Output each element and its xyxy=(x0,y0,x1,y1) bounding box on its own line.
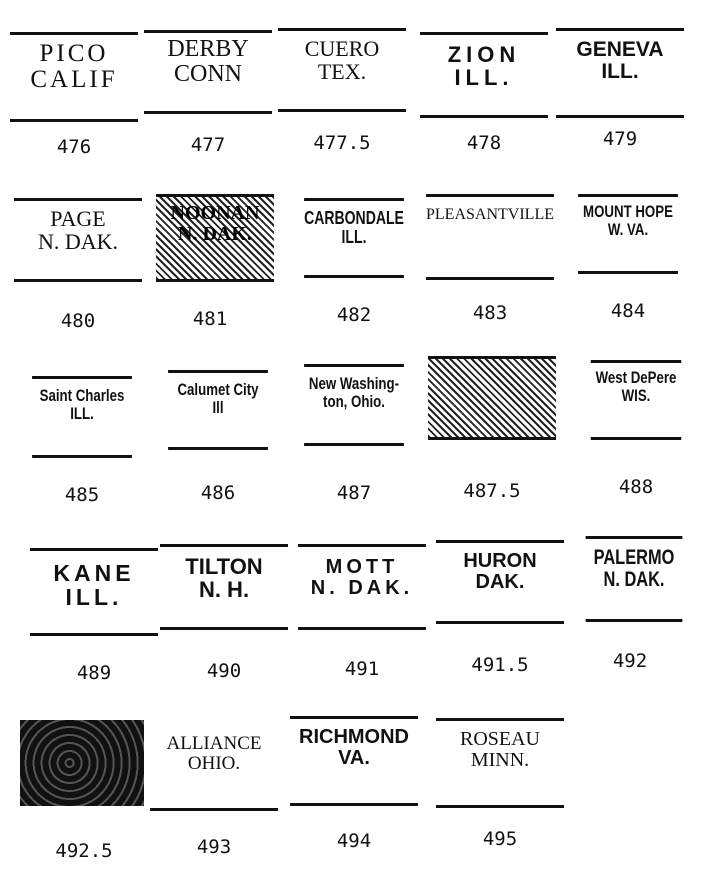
stamp-line-1: PICO xyxy=(39,41,109,67)
stamp-label xyxy=(304,198,404,278)
stamp-number: 487.5 xyxy=(463,480,521,502)
stamp-number: 483 xyxy=(472,302,508,324)
stamp-label xyxy=(150,724,278,811)
stamp-number: 478 xyxy=(466,132,502,154)
stamp-line-1: CUERO xyxy=(304,37,380,61)
stamp-line-2: N. H. xyxy=(198,578,250,602)
stamp-label xyxy=(436,540,564,624)
stamp-label xyxy=(168,370,268,450)
stamp-label xyxy=(298,544,426,630)
stamp-label xyxy=(428,356,556,440)
stamp-label xyxy=(290,716,418,806)
stamp-line-2: N. DAK. xyxy=(310,578,414,599)
stamp-number: 491 xyxy=(344,658,380,680)
stamp-label xyxy=(10,32,138,122)
stamp-label xyxy=(436,718,564,808)
stamp-line-2: ILL. xyxy=(454,66,514,90)
stamp-number: 492.5 xyxy=(55,840,113,862)
stamp-line-2: Ill xyxy=(212,398,224,417)
stamp-label xyxy=(586,536,683,622)
stamp-label xyxy=(420,32,548,118)
stamp-line-1: PALERMO xyxy=(593,547,675,569)
stamp-label xyxy=(160,544,288,630)
stamp-line-2: ILL. xyxy=(65,585,123,610)
stamp-label xyxy=(426,194,554,280)
stamp-number: 484 xyxy=(610,300,646,322)
stamp-label xyxy=(278,28,406,112)
stamp-line-2: OHIO. xyxy=(187,753,241,774)
stamp-number: 479 xyxy=(602,128,638,150)
stamp-line-1: DERBY xyxy=(167,37,249,62)
stamp-number: 490 xyxy=(206,660,242,682)
stamp-number: 491.5 xyxy=(471,654,529,676)
stamp-label xyxy=(144,30,272,114)
stamp-line-2: DAK. xyxy=(475,572,525,593)
stamp-label xyxy=(14,198,142,282)
stamp-line-2: CONN xyxy=(173,62,242,88)
stamp-line-2: VA. xyxy=(338,748,370,769)
stamp-number: 476 xyxy=(56,136,92,158)
stamp-line-2: W. VA. xyxy=(607,220,649,239)
stamp-line-2: N. DAK. xyxy=(37,230,119,254)
stamp-number: 477.5 xyxy=(313,132,371,154)
stamp-line-1: GENEVA xyxy=(576,39,664,61)
stamp-line-2: MINN. xyxy=(470,750,530,771)
stamp-number: 488 xyxy=(618,476,654,498)
stamp-number: 489 xyxy=(76,662,112,684)
stamp-line-2: ILL. xyxy=(341,227,367,247)
stamp-label xyxy=(591,360,681,440)
stamp-line-2: CALIF xyxy=(30,67,118,94)
stamp-line-1: PAGE xyxy=(50,207,106,231)
stamp-line-2: ton, Ohio. xyxy=(323,392,385,411)
stamp-number: 493 xyxy=(196,836,232,858)
stamp-line-2: WIS. xyxy=(621,386,651,405)
stamp-line-2: ILL. xyxy=(601,61,639,84)
stamp-line-2: ILL. xyxy=(70,404,94,423)
stamp-line-1: Saint Charles xyxy=(39,387,125,405)
stamp-line-1: NOONAN xyxy=(170,203,260,224)
stamp-number: 482 xyxy=(336,304,372,326)
stamp-number: 485 xyxy=(64,484,100,506)
stamp-line-1: PLEASANTVILLE xyxy=(426,207,554,223)
stamp-line-1: MOTT xyxy=(325,557,399,578)
stamp-label xyxy=(578,194,678,274)
stamp-number: 495 xyxy=(482,828,518,850)
stamp-label xyxy=(156,194,274,282)
stamp-label xyxy=(304,364,404,446)
stamp-line-1: ZION xyxy=(447,43,521,67)
stamp-line-2: N. DAK. xyxy=(178,224,252,245)
stamp-line-1: Calumet City xyxy=(177,381,259,399)
stamp-number: 494 xyxy=(336,830,372,852)
stamp-line-1: KANE xyxy=(53,561,135,586)
stamp-line-1: RICHMOND xyxy=(299,727,409,748)
stamp-line-1: HURON xyxy=(463,551,537,572)
stamp-line-1: ROSEAU xyxy=(459,729,540,750)
stamp-label xyxy=(32,376,132,458)
stamp-line-2: N. DAK. xyxy=(603,569,665,592)
stamp-label xyxy=(556,28,684,118)
postmark-image xyxy=(20,720,144,806)
stamp-line-1: New Washing- xyxy=(308,375,400,393)
stamp-number: 480 xyxy=(60,310,96,332)
stamp-line-1: CARBONDALE xyxy=(304,209,404,228)
stamp-number: 487 xyxy=(336,482,372,504)
stamp-number: 486 xyxy=(200,482,236,504)
stamp-label xyxy=(30,548,158,636)
stamp-line-1: ALLIANCE xyxy=(166,734,262,754)
stamp-line-1: West DePere xyxy=(595,369,677,387)
stamp-number: 481 xyxy=(192,308,228,330)
stamp-line-1: TILTON xyxy=(185,555,263,579)
stamp-line-1: MOUNT HOPE xyxy=(583,203,673,221)
stamp-line-2: TEX. xyxy=(317,60,367,84)
stamp-number: 492 xyxy=(612,650,648,672)
stamp-number: 477 xyxy=(190,134,226,156)
